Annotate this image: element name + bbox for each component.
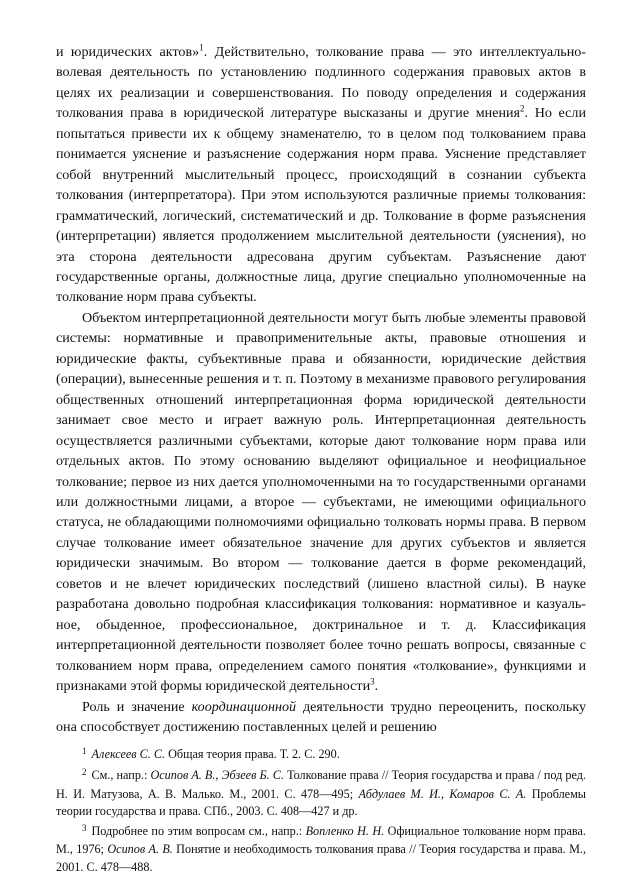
text-run: Проблемы теории государства и права. СПб., 2003. С. 408—427 и др.: [56, 786, 586, 818]
text-run: Роль и значение: [82, 698, 192, 715]
paragraph: [56, 697, 586, 738]
footnote-ref: 2: [520, 103, 525, 114]
footnote: [56, 746, 586, 764]
text-run: Толкование права // Теория государства и права / под ред. Н. И. Матузова, А. В. Малько. М., 2001. С. 478—495;: [56, 768, 586, 801]
footnotes: [56, 746, 586, 879]
text-run: Объектом интерпретационной деятельности могут быть любые элементы правовой системы: нормативные и правоприменительные акты, правовые отношения и юридические факты, субъективные права и обязанности, юридические действия (операции), вынесенные решения и т. п. Поэтому в механизме правового регулирования общественных отношений интерпретационная форма юридической деятельности занимает свое место и играет важную роль. Интерпретационная деятельность осуществляется различными субъектами, которые дают толкование норм права или отдельных актов. По этому основанию выделяют официальное и неофициальное толкование; первое из них дается уполномоченными на то государственными органами или должностными лицами, а второе — субъектами, не имеющими официального статуса, не обладающими полномочиями официально толковать нормы права. В первом случае толкование имеет обязательное значение для других субъектов и является юридически значимым. Во втором — толкование дается в форме рекомендаций, советов и не влечет юридических последствий (лишено властной силы). В науке разработана довольно подробная классификация толкования: нормативное и казуальное, обыденное, профессиональное, доктринальное и т. д. Классификация интерпретационной деятельности позволяет более точно решать вопросы, связанные с толкованием норм права, определением самого понятия «толкование», функциями и признаками этой формы юридической деятельности: [56, 309, 586, 695]
text-run: и юридических актов»: [56, 44, 200, 60]
footnote-number: 1: [82, 746, 87, 756]
text-run: Официальное толкование норм права. М., 1976;: [56, 824, 586, 857]
footnote-ref: 3: [370, 676, 375, 687]
footnote-ref: 1: [199, 42, 204, 53]
text-run: Подробнее по этим вопросам см., напр.:: [91, 824, 306, 839]
text-run: деятельности трудно переоценить, поскольку она способствует достижению поставленных целей и решению: [56, 698, 586, 735]
italic-text: Осипов А. В.: [107, 842, 173, 857]
italic-text: Абдулаев М. И., Комаров С. А.: [358, 786, 527, 801]
text-run: .: [374, 678, 379, 695]
text-run: Понятие и необходимость толкования права // Теория государства и права. М., 2001. С. 478—488.: [56, 842, 586, 874]
italic-text: координационной: [191, 698, 297, 715]
main-text: [56, 42, 586, 737]
paragraph: [56, 308, 586, 697]
italic-text: Алексеев С. С.: [91, 747, 166, 761]
italic-text: Вопленко Н. Н.: [305, 824, 385, 839]
footnote-text: [92, 747, 340, 761]
footnote-text: [56, 768, 586, 818]
text-run: Общая теория права. Т. 2. С. 290.: [165, 747, 340, 761]
italic-text: Осипов А. В., Эбзеев Б. С.: [150, 768, 284, 783]
text-run: См., напр.:: [91, 768, 151, 783]
text-run: . Но если попытаться привести их к общему знаменателю, то в целом под толкованием права понимается уяснение и разъяснение содержания норм права. Уяснение представляет собой внутренний мыслительный процесс, происходящий в сознании субъекта толкования (интерпретатора). При этом используются различные приемы толкования: грамматический, логический, систематический и др. Толкование в форме разъяснения (интерпретации) является продолжением мыслительной деятельности (уяснения), но эта сторона деятельности адресована другим субъектам. Разъяснение дают государственные органы, должностные лица, другие специально уполномоченные на толкование норм права субъекты.: [56, 105, 586, 306]
footnote: [56, 767, 586, 820]
footnote-number: 2: [82, 767, 87, 778]
footnote: [56, 823, 586, 876]
text-run: . Действительно, толкование права — это интеллектуально-волевая деятельность по установлению подлинного содержания правовых актов в целях их реализации и совершенствования. По поводу определения и содержания толкования права в юридической литературе высказаны и другие мнения: [56, 44, 586, 122]
footnote-text: [56, 824, 586, 874]
paragraph: [56, 42, 586, 308]
footnote-number: 3: [82, 823, 87, 834]
